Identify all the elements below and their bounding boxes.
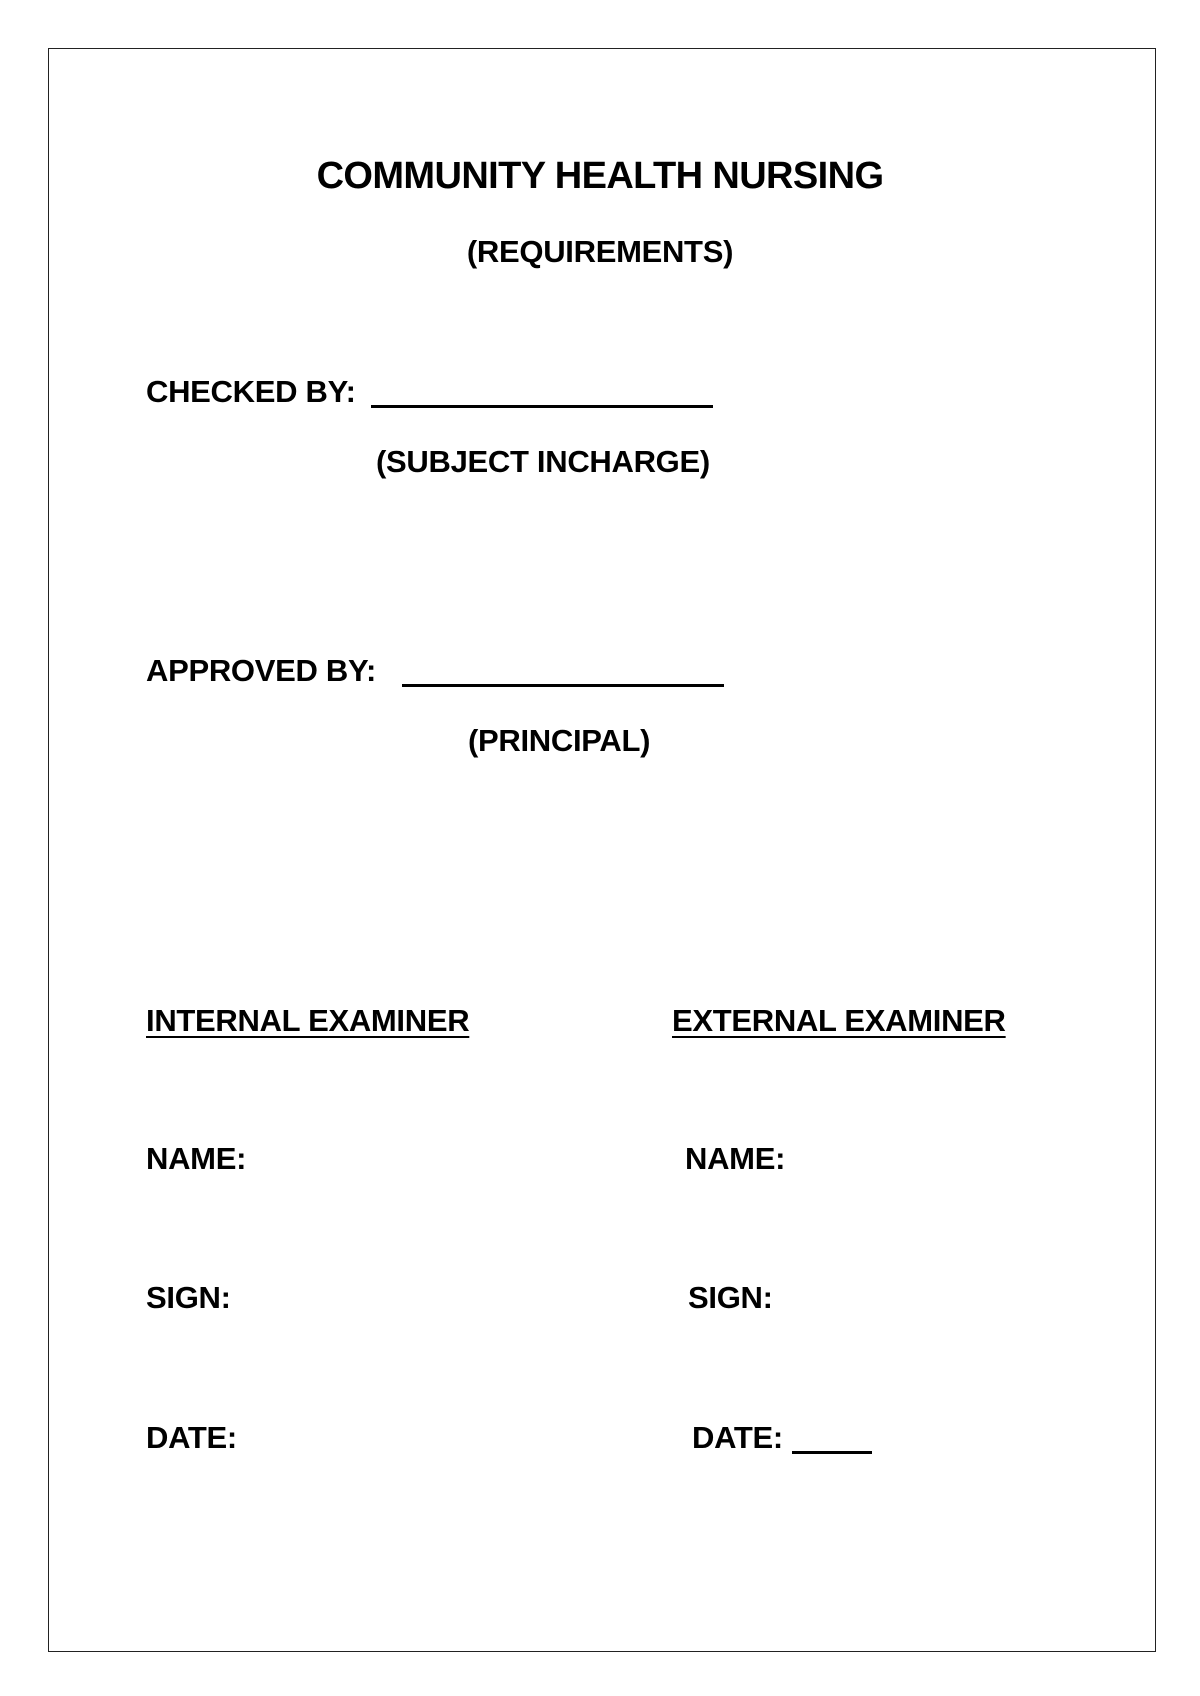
checked-by-signature-line[interactable] — [371, 405, 713, 408]
internal-examiner-heading: INTERNAL EXAMINER — [146, 1003, 470, 1038]
external-date-line[interactable] — [792, 1451, 872, 1454]
external-date-label: DATE: — [692, 1420, 783, 1455]
document-title: COMMUNITY HEALTH NURSING — [316, 155, 884, 197]
page-border — [48, 48, 1156, 1652]
external-name-label: NAME: — [685, 1141, 786, 1176]
document-subtitle: (REQUIREMENTS) — [466, 234, 734, 269]
checked-by-label: CHECKED BY: — [146, 374, 356, 409]
external-examiner-heading: EXTERNAL EXAMINER — [672, 1003, 1006, 1038]
internal-sign-label: SIGN: — [146, 1280, 231, 1315]
external-sign-label: SIGN: — [688, 1280, 773, 1315]
internal-name-label: NAME: — [146, 1141, 247, 1176]
approved-by-label: APPROVED BY: — [146, 653, 377, 688]
internal-date-label: DATE: — [146, 1420, 237, 1455]
approved-by-role: (PRINCIPAL) — [468, 723, 651, 758]
approved-by-signature-line[interactable] — [402, 684, 724, 687]
checked-by-role: (SUBJECT INCHARGE) — [376, 444, 710, 479]
